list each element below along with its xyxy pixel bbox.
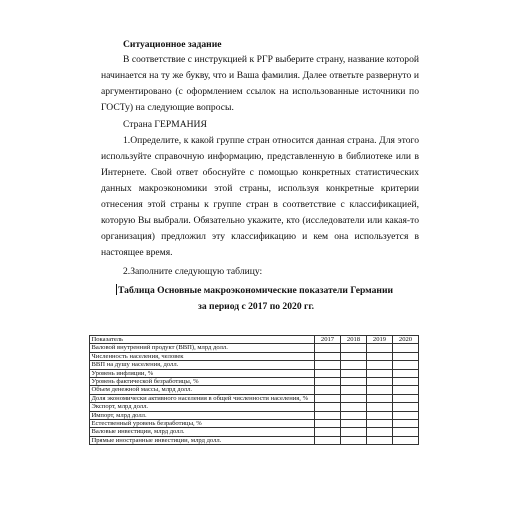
value-cell[interactable] <box>341 378 367 386</box>
value-cell[interactable] <box>367 403 393 411</box>
text-cursor <box>116 284 117 295</box>
value-cell[interactable] <box>341 352 367 360</box>
country-line: Страна ГЕРМАНИЯ <box>123 119 207 130</box>
table-row <box>90 344 419 352</box>
value-cell[interactable] <box>341 403 367 411</box>
table-row <box>90 361 419 369</box>
indicator-cell: Уровень фактической безработицы, % <box>90 378 315 386</box>
value-cell[interactable] <box>341 436 367 444</box>
value-cell[interactable] <box>393 411 419 419</box>
header-year-2018: 2018 <box>341 336 367 344</box>
value-cell[interactable] <box>341 420 367 428</box>
value-cell[interactable] <box>315 386 341 394</box>
header-year-2017: 2017 <box>315 336 341 344</box>
value-cell[interactable] <box>315 394 341 402</box>
value-cell[interactable] <box>341 361 367 369</box>
value-cell[interactable] <box>367 436 393 444</box>
value-cell[interactable] <box>367 369 393 377</box>
indicator-cell: Валовой внутренний продукт (ВВП), млрд долл. <box>90 344 315 352</box>
question1-line-5: отнесения этой страны к группе стран в соответствие с классификацией, <box>101 199 419 210</box>
value-cell[interactable] <box>315 420 341 428</box>
value-cell[interactable] <box>393 386 419 394</box>
intro-line-4: ГОСТу) на следующие вопросы. <box>101 102 234 113</box>
table-row <box>90 378 419 386</box>
question1-line-8: настоящее время. <box>101 247 173 258</box>
header-indicator: Показатель <box>90 336 315 344</box>
value-cell[interactable] <box>393 352 419 360</box>
value-cell[interactable] <box>367 411 393 419</box>
table-body <box>90 336 419 445</box>
value-cell[interactable] <box>367 428 393 436</box>
value-cell[interactable] <box>341 369 367 377</box>
value-cell[interactable] <box>341 344 367 352</box>
indicator-cell: Валовые инвестиции, млрд долл. <box>90 428 315 436</box>
indicator-cell: Естественный уровень безработицы, % <box>90 420 315 428</box>
value-cell[interactable] <box>367 352 393 360</box>
value-cell[interactable] <box>341 394 367 402</box>
value-cell[interactable] <box>367 420 393 428</box>
value-cell[interactable] <box>367 361 393 369</box>
intro-line-3: аргументировано (с оформлением ссылок на использованные источники по <box>101 86 419 97</box>
value-cell[interactable] <box>315 352 341 360</box>
value-cell[interactable] <box>393 344 419 352</box>
question1-line-2: используйте справочную информацию, представленную в библиотеке или в <box>101 151 419 162</box>
table-row <box>90 420 419 428</box>
value-cell[interactable] <box>367 386 393 394</box>
indicator-cell: Импорт, млрд долл. <box>90 411 315 419</box>
question1-line-4: данных макроэкономики этой страны, используя конкретные критерии <box>101 183 419 194</box>
intro-line-1: В соответствие с инструкцией к РГР выберите страну, название которой <box>123 54 419 65</box>
indicator-cell: Уровень инфляции, % <box>90 369 315 377</box>
table-header-row <box>90 336 419 344</box>
value-cell[interactable] <box>315 378 341 386</box>
table-row <box>90 428 419 436</box>
value-cell[interactable] <box>315 361 341 369</box>
table-title-text: Таблица Основные макроэкономические показатели Германии <box>118 285 394 296</box>
question1-line-3: Интернете. Свой ответ обоснуйте с помощью конкретных статистических <box>101 167 419 178</box>
indicator-cell: Доля экономически активного населения в общей численности населения, % <box>90 394 315 402</box>
task-heading: Ситуационное задание <box>123 39 222 50</box>
value-cell[interactable] <box>393 361 419 369</box>
question2-line: 2.Заполните следующую таблицу: <box>123 266 263 277</box>
value-cell[interactable] <box>367 378 393 386</box>
header-year-2020: 2020 <box>393 336 419 344</box>
table-row <box>90 369 419 377</box>
value-cell[interactable] <box>341 428 367 436</box>
value-cell[interactable] <box>393 394 419 402</box>
table-row <box>90 436 419 444</box>
value-cell[interactable] <box>393 378 419 386</box>
table-row <box>90 394 419 402</box>
value-cell[interactable] <box>315 428 341 436</box>
table-row <box>90 352 419 360</box>
value-cell[interactable] <box>341 386 367 394</box>
table-title-line-2: за период с 2017 по 2020 гг. <box>198 301 315 312</box>
value-cell[interactable] <box>341 411 367 419</box>
intro-line-2: начинается на ту же букву, что и Ваша фамилия. Далее ответьте развернуто и <box>101 70 419 81</box>
table-title-line-1 <box>116 284 393 297</box>
value-cell[interactable] <box>315 411 341 419</box>
value-cell[interactable] <box>315 436 341 444</box>
table-row <box>90 386 419 394</box>
indicator-cell: Экспорт, млрд долл. <box>90 403 315 411</box>
value-cell[interactable] <box>393 369 419 377</box>
value-cell[interactable] <box>393 428 419 436</box>
value-cell[interactable] <box>315 403 341 411</box>
indicator-cell: ВВП на душу населения, долл. <box>90 361 315 369</box>
value-cell[interactable] <box>315 344 341 352</box>
value-cell[interactable] <box>393 420 419 428</box>
question1-line-6: которую Вы выбрали. Обязательно укажите, кто (исследователи или какая-то <box>101 215 419 226</box>
question1-line-7: организация) предложил эту классификацию и кем она используется в <box>101 231 419 242</box>
table-row <box>90 411 419 419</box>
value-cell[interactable] <box>393 403 419 411</box>
value-cell[interactable] <box>393 436 419 444</box>
header-year-2019: 2019 <box>367 336 393 344</box>
indicator-cell: Численность населения, человек <box>90 352 315 360</box>
question1-line-1: 1.Определите, к какой группе стран относится данная страна. Для этого <box>123 135 419 146</box>
macro-indicators-table <box>89 335 419 445</box>
indicator-cell: Прямые иностранные инвестиции, млрд долл. <box>90 436 315 444</box>
indicator-cell: Объем денежной массы, млрд долл. <box>90 386 315 394</box>
table-row <box>90 403 419 411</box>
value-cell[interactable] <box>367 344 393 352</box>
value-cell[interactable] <box>315 369 341 377</box>
value-cell[interactable] <box>367 394 393 402</box>
